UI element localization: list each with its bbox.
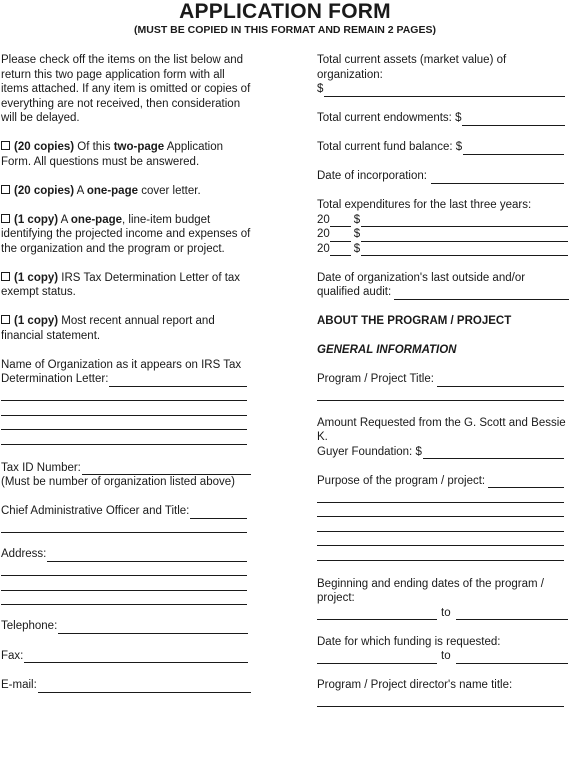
amount-label-2: Guyer Foundation: $ [317,445,422,458]
copies-count: (1 copy) [14,271,59,284]
checklist-text: Of this [77,141,114,153]
purpose-line-3[interactable] [317,503,564,518]
purpose-line-4[interactable] [317,517,564,532]
expenditure-dollar-3: $ [353,242,361,255]
expenditure-dollar-1: $ [353,213,361,226]
telephone-label: Telephone: [1,620,58,632]
copies-count: (20 copies) [14,184,75,197]
expenditure-input-3[interactable] [361,244,568,256]
cao-line-2[interactable] [1,519,247,534]
program-title-field [317,372,569,387]
dates-label: Beginning and ending dates of the program / project: [317,577,544,604]
expenditure-row-2 [317,227,569,242]
year-input-2[interactable] [330,230,351,242]
funding-end-input[interactable] [456,652,568,664]
audit-label-2: qualified audit: [317,286,392,298]
org-name-label-2: Determination Letter: [1,373,109,385]
checklist-text: Most recent annual report and financial statement. [1,315,215,342]
expenditure-dollar-2: $ [353,228,361,240]
director-label: Program / Project director's name title: [317,679,513,691]
endowments-field [317,111,569,126]
fax-label: Fax: [1,649,24,662]
form-title: APPLICATION FORM [179,0,391,23]
checklist-text: IRS Tax Determination Letter of tax exempt status. [1,271,241,298]
assets-field [317,82,569,97]
copies-count: (1 copy) [14,315,59,327]
checklist-text: A [60,213,71,226]
address-line-2[interactable] [1,562,247,577]
checklist-item [1,184,251,199]
checkbox[interactable] [1,272,10,281]
dates-field [317,606,569,621]
checklist-emphasis: one-page [86,184,138,197]
cao-input[interactable] [190,507,247,519]
copies-count: (1 copy) [14,213,59,226]
org-name-field [1,358,251,445]
checklist-item [1,140,251,169]
year-input-3[interactable] [330,244,351,256]
purpose-input[interactable] [488,476,564,488]
cao-field [1,504,251,519]
address-input[interactable] [47,550,247,562]
checkbox[interactable] [1,214,10,223]
copies-count: (20 copies) [14,141,75,153]
funding-dates-label: Date for which funding is requested: [317,635,501,648]
funding-to: to [441,650,451,662]
endowments-input[interactable] [462,114,565,126]
checkbox[interactable] [1,185,10,194]
address-field [1,547,251,562]
tax-id-field [1,461,251,476]
general-heading: GENERAL INFORMATION [317,344,457,356]
telephone-input[interactable] [58,622,248,634]
fund-balance-label: Total current fund balance: $ [317,141,463,153]
checklist-emphasis: two-page [113,141,165,153]
audit-field [317,285,569,300]
expenditures-label: Total expenditures for the last three years: [317,199,532,211]
right-column [317,53,569,707]
start-date-input[interactable] [317,608,437,620]
purpose-field [317,474,569,489]
checkbox[interactable] [1,315,10,324]
telephone-field [1,619,251,634]
tax-id-label: Tax ID Number: [1,461,81,474]
checklist-item [1,314,251,343]
tax-id-note: (Must be number of organization listed above) [1,476,235,488]
fax-field [1,649,251,664]
fund-balance-input[interactable] [463,143,564,155]
end-date-input[interactable] [456,608,568,620]
org-name-input[interactable] [109,375,247,387]
audit-input[interactable] [394,288,569,300]
org-name-line-3[interactable] [1,401,247,416]
email-input[interactable] [38,681,251,693]
purpose-label: Purpose of the program / project: [317,474,486,487]
email-field [1,678,251,693]
program-title-line-2[interactable] [317,387,564,402]
org-name-line-4[interactable] [1,416,247,431]
purpose-line-5[interactable] [317,532,564,547]
org-name-line-5[interactable] [1,430,247,445]
form-subtitle: (MUST BE COPIED IN THIS FORMAT AND REMAIN 2 PAGES) [134,24,436,36]
checkbox[interactable] [1,141,10,150]
org-name-line-2[interactable] [1,387,247,402]
year-prefix-2: 20 [317,228,330,240]
amount-input[interactable] [423,447,564,459]
fund-balance-field [317,140,569,155]
address-line-4[interactable] [1,591,247,606]
assets-label: Total current assets (market value) of organization: [317,54,507,81]
checklist-text-end: Application Form. All questions must be answered. [1,141,224,168]
incorporation-field [317,169,569,184]
intro-text: Please check off the items on the list below and return this two page application form with all items attached. If any item is omitted or copies of everything are not received, then consideration will be delayed. [1,54,251,124]
endowments-label: Total current endowments: $ [317,112,462,124]
checklist [1,140,251,343]
program-title-input[interactable] [437,375,564,387]
amount-label: Amount Requested from the G. Scott and Bessie K. [317,416,566,443]
left-column [1,53,251,693]
expenditure-input-2[interactable] [361,230,568,242]
expenditure-row-3 [317,242,569,257]
assets-input[interactable] [324,85,565,97]
about-heading: ABOUT THE PROGRAM / PROJECT [317,315,512,327]
checklist-text: A [76,184,87,197]
year-prefix-3: 20 [317,242,330,255]
checklist-emphasis: one-page [70,213,123,226]
fax-input[interactable] [24,651,248,663]
expenditure-input-1[interactable] [361,215,568,227]
address-label: Address: [1,548,47,560]
program-title-label: Program / Project Title: [317,373,434,385]
checklist-text-end: , line-item budget identifying the projected income and expenses of the organization and the program or project. [1,213,251,255]
checklist-text-end: cover letter. [138,184,201,197]
assets-dollar: $ [317,83,324,95]
org-name-label: Name of Organization as it appears on IRS Tax [1,358,242,371]
email-label: E-mail: [1,679,37,691]
year-prefix-1: 20 [317,213,330,226]
expenditure-row-1 [317,213,569,228]
checklist-item [1,213,251,257]
audit-label: Date of organization's last outside and/or [317,271,526,284]
purpose-line-2[interactable] [317,488,564,503]
tax-id-input[interactable] [82,463,251,475]
funding-dates-field [317,649,569,664]
year-input-1[interactable] [330,215,351,227]
amount-field [317,445,569,460]
checklist-item [1,271,251,300]
funding-start-input[interactable] [317,652,437,664]
purpose-line-6[interactable] [317,546,564,561]
incorporation-input[interactable] [431,172,564,184]
dates-to: to [441,606,451,619]
cao-label: Chief Administrative Officer and Title: [1,505,190,517]
incorporation-label: Date of incorporation: [317,170,427,182]
director-input[interactable] [317,693,564,708]
address-line-3[interactable] [1,576,247,591]
